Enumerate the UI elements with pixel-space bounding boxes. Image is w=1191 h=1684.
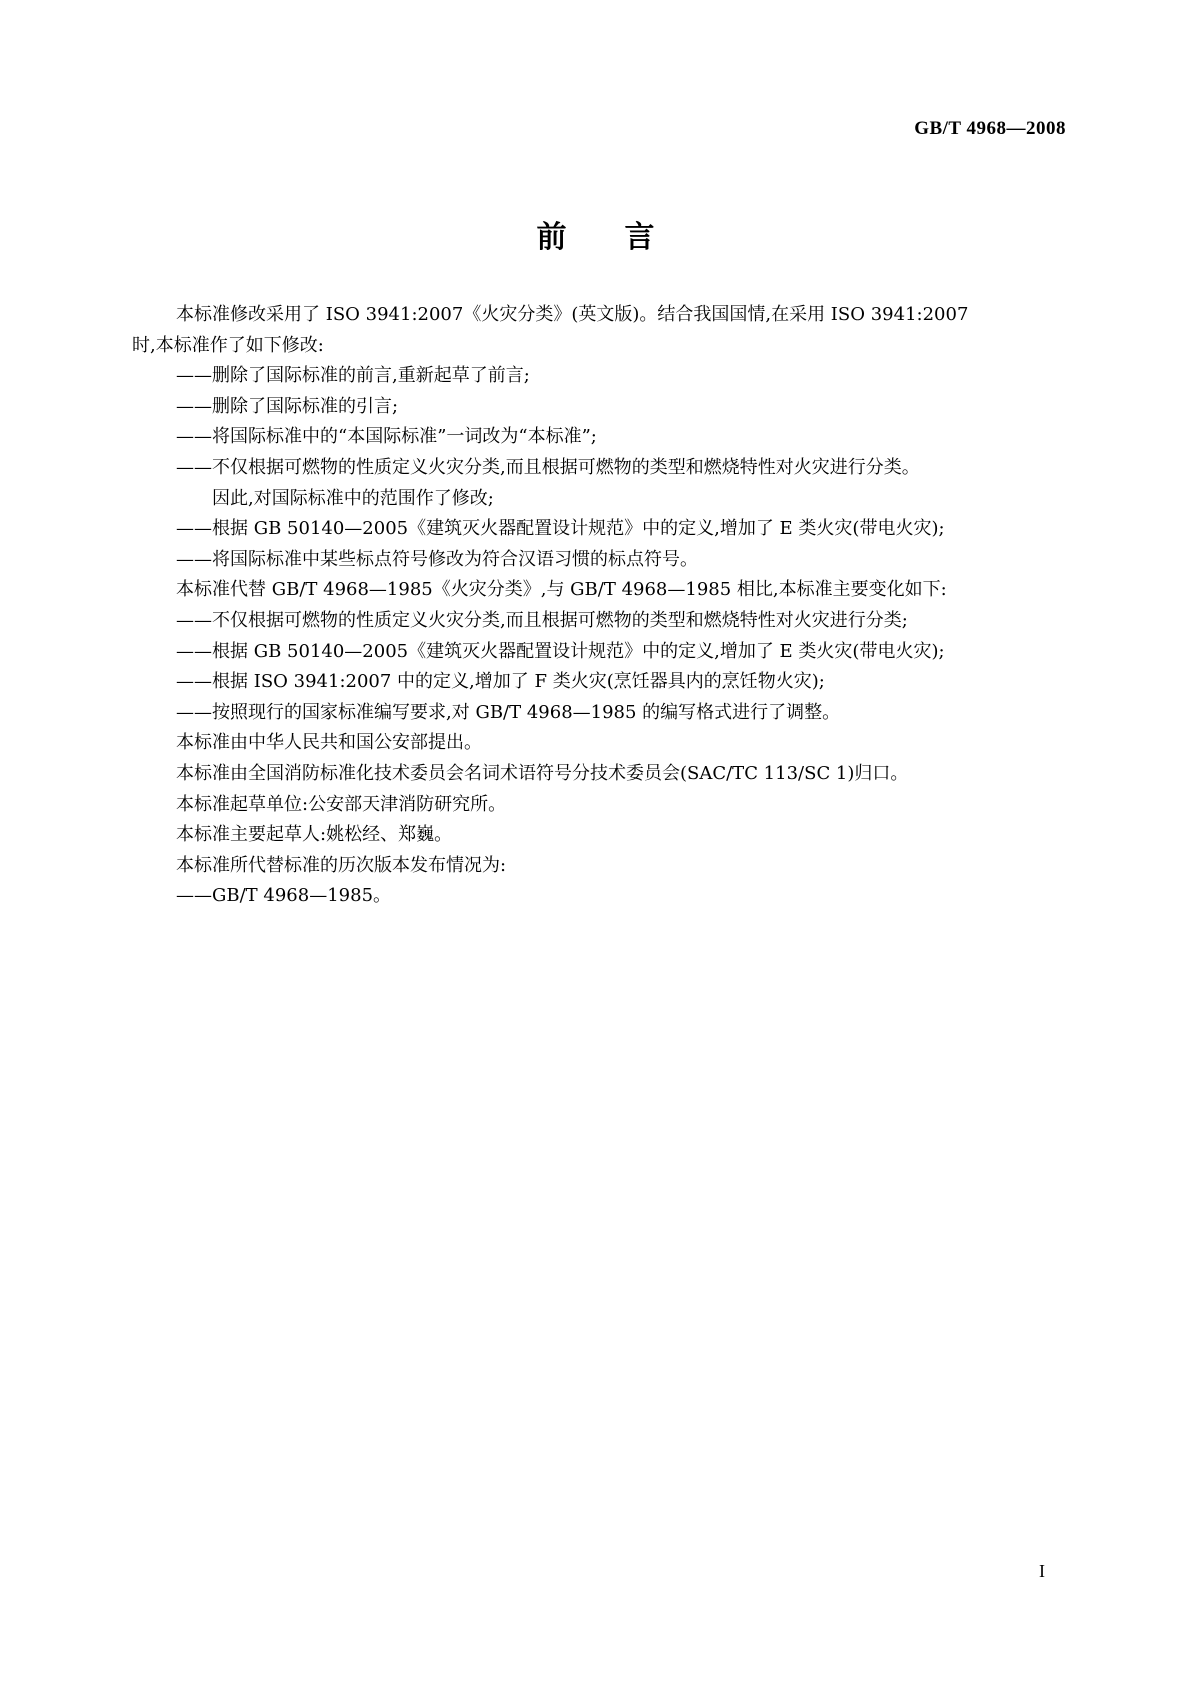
drafting-unit-paragraph: 本标准起草单位:公安部天津消防研究所。: [176, 793, 507, 815]
modification-item: ——删除了国际标准的前言,重新起草了前言;: [176, 365, 530, 387]
modification-item: ——删除了国际标准的引言;: [176, 395, 399, 417]
modification-item: ——将国际标准中的“本国际标准”一词改为“本标准”;: [176, 426, 597, 448]
proposed-by-paragraph: 本标准由中华人民共和国公安部提出。: [176, 732, 482, 754]
drafters-paragraph: 本标准主要起草人:姚松经、郑巍。: [176, 824, 453, 846]
change-item: ——根据 ISO 3941:2007 中的定义,增加了 F 类火灾(烹饪器具内的烹饪物火灾);: [176, 671, 825, 693]
intro-paragraph-line: 本标准修改采用了 ISO 3941:2007《火灾分类》(英文版)。结合我国国情,在采用 ISO 3941:2007: [176, 304, 969, 325]
change-item: ——按照现行的国家标准编写要求,对 GB/T 4968—1985 的编写格式进行了调整。: [176, 701, 841, 723]
page-number: I: [1039, 1561, 1045, 1581]
foreword-body: [132, 300, 1052, 912]
modification-item: ——将国际标准中某些标点符号修改为符合汉语习惯的标点符号。: [176, 548, 698, 570]
replace-statement: 本标准代替 GB/T 4968—1985《火灾分类》,与 GB/T 4968—1985 相比,本标准主要变化如下:: [176, 579, 947, 601]
change-item: ——不仅根据可燃物的性质定义火灾分类,而且根据可燃物的类型和燃烧特性对火灾进行分类;: [176, 609, 908, 631]
history-intro-paragraph: 本标准所代替标准的历次版本发布情况为:: [176, 854, 507, 876]
history-item: ——GB/T 4968—1985。: [176, 885, 392, 907]
centralized-by-paragraph: 本标准由全国消防标准化技术委员会名词术语符号分技术委员会(SAC/TC 113/SC 1)归口。: [176, 762, 909, 784]
modification-item-continuation: 因此,对国际标准中的范围作了修改;: [212, 487, 494, 509]
change-item: ——根据 GB 50140—2005《建筑灭火器配置设计规范》中的定义,增加了 E 类火灾(带电火灾);: [176, 640, 945, 662]
modification-item: ——根据 GB 50140—2005《建筑灭火器配置设计规范》中的定义,增加了 E 类火灾(带电火灾);: [176, 518, 945, 540]
modification-item: ——不仅根据可燃物的性质定义火灾分类,而且根据可燃物的类型和燃烧特性对火灾进行分类。: [176, 456, 920, 478]
standard-number: GB/T 4968—2008: [914, 118, 1066, 139]
intro-paragraph-line: 时,本标准作了如下修改:: [132, 334, 324, 356]
page-title: 前言: [536, 220, 713, 255]
